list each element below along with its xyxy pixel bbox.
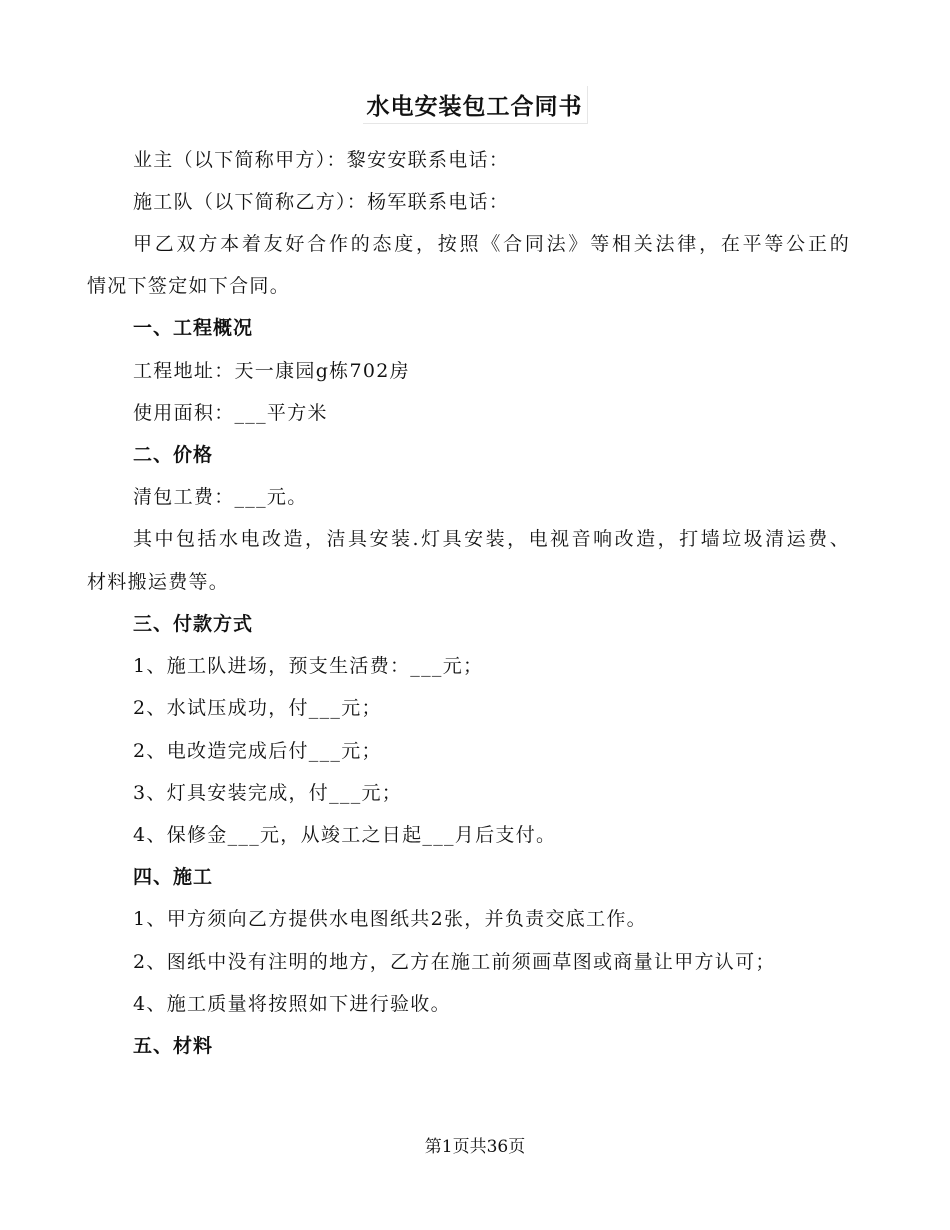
section-heading-materials: 五、材料 <box>133 1035 214 1057</box>
project-address-line: 工程地址：天一康园g栋702房 <box>133 360 410 382</box>
party-b-line: 施工队（以下简称乙方）：杨军联系电话： <box>133 191 510 213</box>
payment-item: 3、灯具安装完成，付___元； <box>133 782 403 804</box>
section-heading-overview: 一、工程概况 <box>133 317 254 339</box>
section-heading-construction: 四、施工 <box>133 866 214 888</box>
payment-item: 1、施工队进场，预支生活费：___元； <box>133 655 484 677</box>
scope-paragraph-line-1: 其中包括水电改造，洁具安装.灯具安装，电视音响改造，打墙垃圾清运费、 <box>133 528 850 550</box>
usable-area-line: 使用面积：___平方米 <box>133 402 328 424</box>
payment-item: 2、电改造完成后付___元； <box>133 740 382 762</box>
party-a-line: 业主（以下简称甲方）：黎安安联系电话： <box>133 149 510 171</box>
construction-item: 1、甲方须向乙方提供水电图纸共2张，并负责交底工作。 <box>133 908 647 930</box>
document-title: 水电安装包工合同书 <box>0 86 950 124</box>
intro-paragraph-line-1: 甲乙双方本着友好合作的态度，按照《合同法》等相关法律，在平等公正的 <box>133 233 850 255</box>
construction-item: 2、图纸中没有注明的地方，乙方在施工前须画草图或商量让甲方认可； <box>133 951 776 973</box>
construction-item: 4、施工质量将按照如下进行验收。 <box>133 993 451 1015</box>
labor-fee-line: 清包工费：___元。 <box>133 486 308 508</box>
payment-item: 4、保修金___元，从竣工之日起___月后支付。 <box>133 824 557 846</box>
intro-paragraph-line-2: 情况下签定如下合同。 <box>87 275 291 297</box>
section-heading-payment: 三、付款方式 <box>133 613 254 635</box>
section-heading-price: 二、价格 <box>133 444 214 466</box>
payment-item: 2、水试压成功，付___元； <box>133 697 382 719</box>
page-number-footer: 第1页共36页 <box>424 1137 526 1157</box>
scope-paragraph-line-2: 材料搬运费等。 <box>87 571 230 593</box>
